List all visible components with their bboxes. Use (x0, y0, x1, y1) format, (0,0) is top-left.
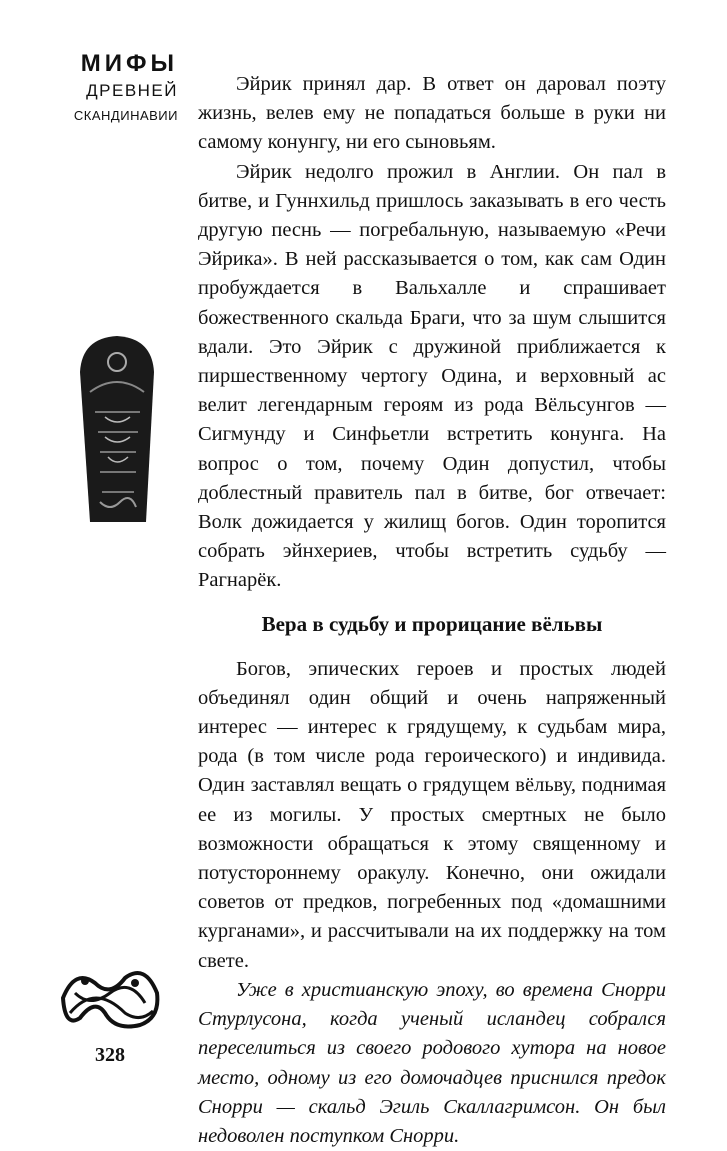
header-title: МИФЫ (80, 50, 178, 77)
section-heading: Вера в судьбу и прорицание вёльвы (261, 611, 603, 636)
header-subtitle-2: СКАНДИНАВИИ (73, 108, 178, 123)
italic-paragraph: Уже в христианскую эпоху, во времена Снорри Стурлусона, когда ученый исландец собрался переселиться из своего родового хутора на новое место, одному из его домочадцев приснился предок Снорри — скальд Эгиль Скаллагримсон. Он был недоволен поступком Снорри. (198, 978, 666, 1147)
knotwork-ornament (55, 963, 165, 1033)
running-header (48, 50, 178, 128)
paragraph: Эйрик недолго прожил в Англии. Он пал в битве, и Гуннхильд пришлось заказывать в его честь другую песнь — погребальную, называемую «Речи Эйрика». В ней рассказывается о том, как сам Один пробуждается в Вальхалле и спрашивает божественного скальда Браги, что за шум слышится вдали. Это Эйрик с дружиной приближается к пиршественному чертогу Одина, и верховный ас велит легендарным героям из рода Вёльсунгов — Сигмунду и Синфьетли встретить конунга. На вопрос о том, почему Один допустил, чтобы доблестный правитель пал в битве, бог отвечает: Волк дожидается у жилищ богов. Один торопится собрать эйнхериев, чтобы встретить судьбу — Рагнарёк. (198, 160, 666, 592)
paragraph: Эйрик принял дар. В ответ он даровал поэту жизнь, велев ему не попадаться больше в руки ни самому конунгу, ни его сыновьям. (198, 73, 666, 154)
paragraph: Богов, эпических героев и простых людей объединял один общий и очень напряженный интерес — интерес к грядущему, к судьбам мира, рода (в том числе рода героического) и индивида. Один заставлял вещать о грядущем вёльву, поднимая ее из могилы. У простых смертных не было возможности обращаться к этому священному и потустороннему оракулу. Конечно, они ожидали советов от предков, погребенных под «домашними курганами», и рассчитывали на их поддержку на том свете. (198, 657, 666, 972)
page-number: 328 (95, 1044, 125, 1066)
header-subtitle: ДРЕВНЕЙ (86, 81, 178, 100)
main-text (198, 70, 666, 1151)
runestone-illustration (70, 332, 164, 524)
